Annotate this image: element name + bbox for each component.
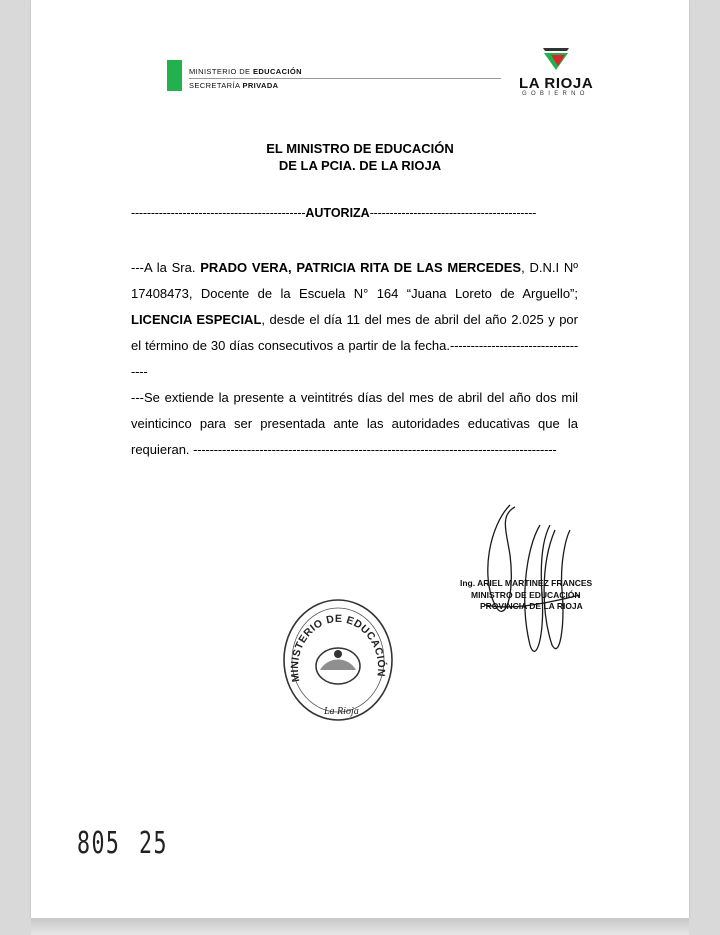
p1-dashes: ----------------------------------- (131, 338, 578, 379)
p1-license: LICENCIA ESPECIAL (131, 312, 262, 327)
p1-prefix: ---A la Sra. (131, 260, 201, 275)
title-line-2: DE LA PCIA. DE LA RIOJA (278, 158, 442, 173)
ministry-bold: EDUCACIÓN (252, 67, 302, 76)
svg-text:La Rioja: La Rioja (324, 706, 359, 717)
autoriza-left-dashes: -------------------------------------------- (131, 206, 306, 220)
autoriza-word: AUTORIZA (305, 206, 370, 220)
ministry-line (189, 67, 302, 76)
signatory-name: Ing. ARIEL MARTINEZ FRANCES (460, 578, 593, 588)
ministry-seal-stamp (280, 596, 396, 724)
p1-rest: , desde el día 11 del mes de abril del año 2.025 y por el término de 30 días consecutivos a partir de la fecha. (131, 312, 578, 353)
secretary-bold: PRIVADA (242, 81, 279, 90)
autoriza-right-dashes: ------------------------------------------ (369, 206, 537, 220)
paragraph-1 (131, 255, 578, 385)
handwritten-number (77, 826, 187, 861)
ministry-green-bar (167, 60, 182, 91)
ministry-prefix: MINISTERIO DE (189, 67, 253, 76)
document-body (131, 255, 578, 463)
paragraph-2 (131, 385, 578, 463)
p1-name: PRADO VERA, PATRICIA RITA DE LAS MERCEDES (200, 260, 522, 275)
p1-mid: , D.N.I Nº 17408473, Docente de la Escuela N° 164 “Juana Loreto de Arguello”; (131, 260, 578, 301)
title-line-1: EL MINISTRO DE EDUCACIÓN (266, 141, 454, 156)
secretary-line (189, 81, 278, 90)
signatory-role: MINISTRO DE EDUCACIÓN (471, 590, 581, 600)
logo-name: LA RIOJA (519, 75, 594, 92)
autoriza-line (131, 206, 578, 220)
svg-text:MINISTERIO DE EDUCACIÓN: MINISTERIO DE EDUCACIÓN (288, 612, 388, 683)
page-shadow (31, 918, 689, 935)
header-rule (189, 78, 501, 79)
signatory-province: PROVINCIA DE LA RIOJA (480, 601, 583, 611)
handwritten-number-part2: 25 (139, 826, 168, 861)
p2-dashes: ---------------------------------------------------------------------------------------- (193, 442, 557, 457)
la-rioja-logo-icon (541, 46, 571, 72)
handwritten-number-part1: 805 (77, 826, 121, 861)
p2-text: ---Se extiende la presente a veintitrés días del mes de abril del año dos mil veinticinco para ser presentada ante las autoridades educativas que la requieran. (131, 390, 578, 457)
secretary-prefix: SECRETARÍA (189, 81, 243, 90)
logo-sub: GOBIERNO (522, 91, 589, 97)
